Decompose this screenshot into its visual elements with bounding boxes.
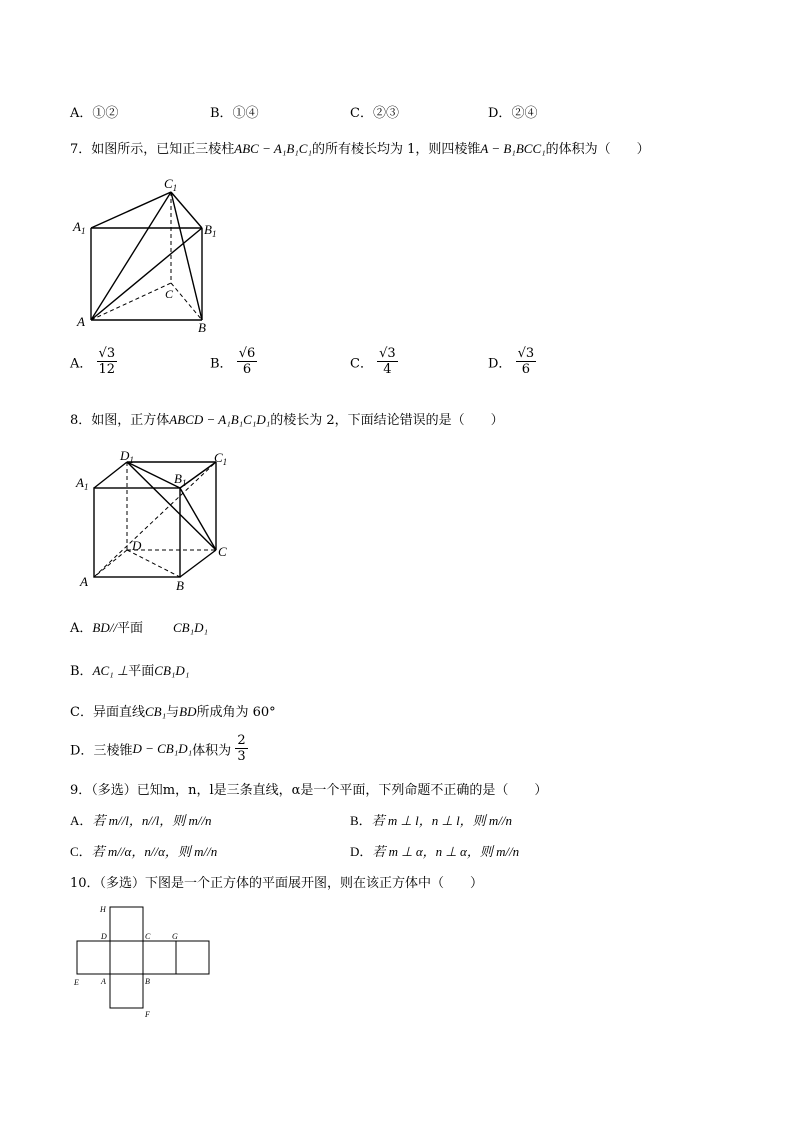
q8-option-b xyxy=(70,660,189,679)
math-expr: ABCD − A₁B₁C₁D₁ xyxy=(169,412,271,427)
label-b: B xyxy=(145,977,150,986)
q8-stem xyxy=(70,409,504,428)
fraction-den: 4 xyxy=(383,362,392,377)
fraction-num: √3 xyxy=(98,346,116,361)
fraction xyxy=(377,346,398,378)
math-expr: CB₁ xyxy=(144,704,167,719)
option-label: A． xyxy=(70,621,93,636)
q6-option-d xyxy=(488,102,537,121)
label-g: G xyxy=(172,932,178,941)
label-f: F xyxy=(145,1010,150,1019)
option-label: D． xyxy=(488,356,512,372)
q6-option-c xyxy=(350,102,399,121)
label-b1: $B_1$ xyxy=(204,222,217,239)
option-text: 平面 xyxy=(128,664,155,679)
q9-option-b xyxy=(350,810,512,829)
option-text: 若 m ⊥ α，n ⊥ α，则 m//n xyxy=(372,844,520,859)
option-value: ①② xyxy=(92,106,119,121)
label-c: C xyxy=(165,287,174,301)
q8-option-a xyxy=(70,617,208,636)
option-label: C． xyxy=(70,844,92,859)
option-value: ②③ xyxy=(372,106,399,121)
option-text: 体积为 xyxy=(192,743,232,759)
option-label: A． xyxy=(70,813,93,828)
option-label: C． xyxy=(70,705,93,720)
option-label: B． xyxy=(350,813,372,828)
label-e: E xyxy=(74,978,79,987)
fraction-num: √3 xyxy=(517,346,535,361)
math-expr: BD xyxy=(179,704,197,719)
option-label: D． xyxy=(488,106,512,121)
q9-option-d xyxy=(350,841,519,860)
q8-option-d xyxy=(70,733,248,765)
label-a: A xyxy=(101,977,106,986)
fraction xyxy=(97,346,118,378)
label-b: B xyxy=(198,320,206,335)
q8-option-c xyxy=(70,701,276,720)
option-label: B． xyxy=(210,106,233,121)
q6-option-b xyxy=(210,102,259,121)
fraction-num: 2 xyxy=(237,733,246,748)
stem-text: 的体积为（ ） xyxy=(545,142,650,157)
option-label: A． xyxy=(70,106,93,121)
fraction-den: 6 xyxy=(521,362,530,377)
label-c: C xyxy=(218,544,227,559)
math-expr: AC₁ ⊥ xyxy=(92,663,129,678)
option-label: D． xyxy=(350,844,373,859)
label-a: A xyxy=(77,314,85,329)
option-text: 平面 xyxy=(116,621,143,636)
option-label: C． xyxy=(350,356,373,372)
label-a1: $A_1$ xyxy=(76,475,89,492)
fraction-den: 3 xyxy=(237,749,246,764)
option-label: C． xyxy=(350,106,373,121)
fraction-den: 12 xyxy=(98,362,116,377)
fraction-num: √6 xyxy=(238,346,256,361)
option-label: D． xyxy=(70,743,94,759)
q9-option-c xyxy=(70,841,217,860)
label-d: D xyxy=(132,538,142,553)
math-expr: ABC − A₁B₁C₁ xyxy=(234,141,312,156)
fraction xyxy=(237,346,258,378)
q7-prism-figure xyxy=(70,168,230,338)
math-expr: BD// xyxy=(92,620,117,635)
option-text: 与 xyxy=(166,705,180,720)
label-a: A xyxy=(80,574,88,589)
option-text: 若 m//α，n//α，则 m//n xyxy=(91,844,218,859)
q10-cube-net-figure xyxy=(70,900,220,1020)
label-a1: $A_1$ xyxy=(73,219,86,236)
fraction-den: 6 xyxy=(242,362,252,377)
stem-text: 7．如图所示，已知正三棱柱 xyxy=(70,142,235,157)
label-c1: $C_1$ xyxy=(214,450,228,467)
fraction xyxy=(516,346,537,378)
stem-text: 的所有棱长均为 1，则四棱锥 xyxy=(311,142,481,157)
option-text: 所成角为 60° xyxy=(196,705,276,720)
q7-option-d xyxy=(488,346,536,378)
q7-stem xyxy=(70,138,650,157)
math-expr: CB₁D₁ xyxy=(172,620,209,635)
q8-cube-figure xyxy=(70,440,250,595)
stem-text: 的棱长为 2，下面结论错误的是（ ） xyxy=(270,413,504,428)
option-label: B． xyxy=(210,356,233,372)
stem-text: 8．如图，正方体 xyxy=(70,413,170,428)
label-c: C xyxy=(145,932,151,941)
q6-option-a xyxy=(70,102,118,121)
q7-option-b xyxy=(210,346,257,378)
math-expr: D − CB₁D₁ xyxy=(132,741,193,756)
q7-option-c xyxy=(350,346,398,378)
label-b1: $B_1$ xyxy=(174,471,187,488)
math-expr: A − B₁BCC₁ xyxy=(480,141,546,156)
fraction-num: √3 xyxy=(379,346,396,361)
fraction xyxy=(235,733,247,765)
option-text: 异面直线 xyxy=(92,705,145,720)
label-b: B xyxy=(176,578,184,593)
option-text: 若 m//l，n//l，则 m//n xyxy=(92,813,212,828)
math-expr: CB₁D₁ xyxy=(154,663,190,678)
option-value: ②④ xyxy=(511,106,538,121)
q7-option-a xyxy=(70,346,117,378)
q10-stem: 10．（多选）下图是一个正方体的平面展开图，则在该正方体中（ ） xyxy=(70,876,484,891)
option-label: B． xyxy=(70,664,93,679)
option-text: 三棱锥 xyxy=(93,743,133,759)
q9-stem: 9．（多选）已知m，n，l是三条直线，α是一个平面，下列命题不正确的是（ ） xyxy=(70,783,548,798)
option-value: ①④ xyxy=(232,106,259,121)
q9-option-a xyxy=(70,810,212,829)
label-d: D xyxy=(101,932,107,941)
option-label: A． xyxy=(70,356,93,372)
label-h: H xyxy=(100,905,106,914)
label-c1: $C_1$ xyxy=(164,176,178,193)
label-d1: $D_1$ xyxy=(120,448,134,465)
option-text: 若 m ⊥ l，n ⊥ l，则 m//n xyxy=(371,813,513,828)
